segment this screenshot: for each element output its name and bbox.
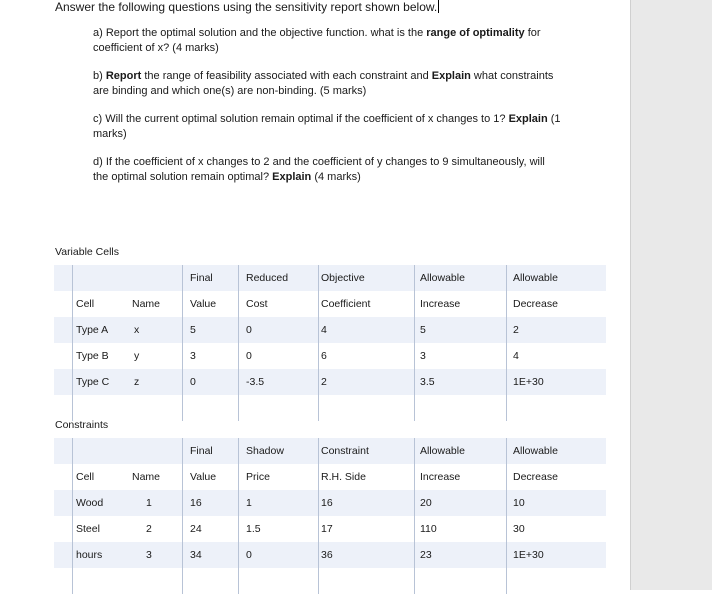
grid-line bbox=[72, 265, 73, 421]
table-cell: Type A bbox=[76, 324, 109, 336]
instruction-line: Answer the following questions using the sensitivity report shown below. bbox=[55, 0, 438, 14]
table-cell: 30 bbox=[513, 523, 525, 535]
table-cell: Final bbox=[190, 272, 213, 284]
grid-line bbox=[72, 438, 73, 594]
table-cell: z bbox=[134, 376, 140, 388]
table-row bbox=[54, 317, 606, 343]
table-cell: Final bbox=[190, 445, 213, 457]
table-cell: Allowable bbox=[420, 445, 465, 457]
table-cell: Value bbox=[190, 471, 217, 483]
table-cell: Shadow bbox=[246, 445, 284, 457]
question-b: b) Report the range of feasibility associated with each constraint and Explain what constraints are binding and which one(s) are non-binding. (5 marks) bbox=[93, 70, 554, 97]
table-cell: -3.5 bbox=[246, 376, 265, 388]
table-cell: 4 bbox=[513, 350, 519, 362]
table-cell: Decrease bbox=[513, 471, 558, 483]
gray-side-panel bbox=[630, 0, 712, 590]
variable-cells-title: Variable Cells bbox=[55, 246, 119, 258]
table-cell: 3 bbox=[146, 549, 152, 561]
question-d: d) If the coefficient of x changes to 2 and the coefficient of y changes to 9 simultaneously, will the optimal solution remain optimal? Explain (4 marks) bbox=[93, 156, 545, 183]
table-cell: Value bbox=[190, 298, 217, 310]
table-row bbox=[54, 369, 606, 395]
grid-line bbox=[182, 265, 183, 421]
table-cell: 36 bbox=[321, 549, 333, 561]
table-cell: 1 bbox=[146, 497, 152, 509]
table-cell: Name bbox=[132, 298, 161, 310]
table-row bbox=[54, 343, 606, 369]
table-cell: Decrease bbox=[513, 298, 558, 310]
table-cell: 1E+30 bbox=[513, 376, 544, 388]
table-cell: Steel bbox=[76, 523, 100, 535]
grid-line bbox=[238, 438, 239, 594]
table-cell: Price bbox=[246, 471, 270, 483]
table-cell: 3 bbox=[420, 350, 426, 362]
grid-line bbox=[238, 265, 239, 421]
table-row bbox=[54, 542, 606, 568]
table-cell: 1E+30 bbox=[513, 549, 544, 561]
table-cell: Wood bbox=[76, 497, 104, 509]
table-cell: hours bbox=[76, 549, 103, 561]
grid-line bbox=[182, 438, 183, 594]
table-cell: 24 bbox=[190, 523, 202, 535]
question-c: c) Will the current optimal solution remain optimal if the coefficient of x changes to 1? Explain (1 marks) bbox=[93, 113, 561, 140]
table-cell: y bbox=[134, 350, 140, 362]
table-cell: 0 bbox=[246, 549, 252, 561]
table-header-row bbox=[54, 265, 606, 291]
table-cell: 17 bbox=[321, 523, 333, 535]
table-cell: Cell bbox=[76, 298, 95, 310]
question-a: a) Report the optimal solution and the objective function. what is the range of optimality for coefficient of x? (4 marks) bbox=[93, 27, 541, 54]
table-cell: Cell bbox=[76, 471, 95, 483]
grid-line bbox=[506, 438, 507, 594]
table-cell: Type C bbox=[76, 376, 110, 388]
table-cell: Increase bbox=[420, 298, 461, 310]
table-header-row bbox=[54, 438, 606, 464]
table-row-blank bbox=[54, 395, 606, 421]
table-cell: Increase bbox=[420, 471, 461, 483]
table-cell: Allowable bbox=[420, 272, 465, 284]
table-row bbox=[54, 490, 606, 516]
grid-line bbox=[318, 265, 319, 421]
constraints-title: Constraints bbox=[55, 419, 109, 431]
table-header-row bbox=[54, 464, 606, 490]
grid-line bbox=[318, 438, 319, 594]
table-cell: 6 bbox=[321, 350, 327, 362]
table-cell: x bbox=[134, 324, 140, 336]
table-cell: 2 bbox=[146, 523, 152, 535]
table-cell: 5 bbox=[190, 324, 196, 336]
grid-line bbox=[414, 265, 415, 421]
table-cell: 34 bbox=[190, 549, 202, 561]
table-cell: 0 bbox=[246, 350, 252, 362]
table-cell: 16 bbox=[321, 497, 333, 509]
table-cell: 5 bbox=[420, 324, 426, 336]
table-cell: Coefficient bbox=[321, 298, 371, 310]
variable-cells-table bbox=[54, 265, 606, 421]
table-cell: Allowable bbox=[513, 445, 558, 457]
table-cell: 110 bbox=[420, 523, 437, 535]
table-cell: Allowable bbox=[513, 272, 558, 284]
table-row-blank bbox=[54, 568, 606, 594]
table-cell: Type B bbox=[76, 350, 109, 362]
table-cell: Name bbox=[132, 471, 161, 483]
table-cell: 1.5 bbox=[246, 523, 261, 535]
table-cell: 1 bbox=[246, 497, 252, 509]
table-cell: 2 bbox=[513, 324, 519, 336]
table-cell: Cost bbox=[246, 298, 268, 310]
table-cell: 23 bbox=[420, 549, 432, 561]
table-cell: 0 bbox=[246, 324, 252, 336]
table-cell: R.H. Side bbox=[321, 471, 366, 483]
grid-line bbox=[506, 265, 507, 421]
table-cell: Constraint bbox=[321, 445, 369, 457]
table-cell: 0 bbox=[190, 376, 196, 388]
table-cell: Objective bbox=[321, 272, 365, 284]
table-header-row bbox=[54, 291, 606, 317]
text-cursor bbox=[438, 0, 439, 13]
table-cell: 16 bbox=[190, 497, 202, 509]
table-cell: 3 bbox=[190, 350, 196, 362]
table-cell: 3.5 bbox=[420, 376, 435, 388]
table-cell: 2 bbox=[321, 376, 327, 388]
table-cell: 4 bbox=[321, 324, 327, 336]
table-row bbox=[54, 516, 606, 542]
table-cell: 20 bbox=[420, 497, 432, 509]
constraints-table bbox=[54, 438, 606, 594]
grid-line bbox=[414, 438, 415, 594]
table-cell: 10 bbox=[513, 497, 525, 509]
table-cell: Reduced bbox=[246, 272, 289, 284]
